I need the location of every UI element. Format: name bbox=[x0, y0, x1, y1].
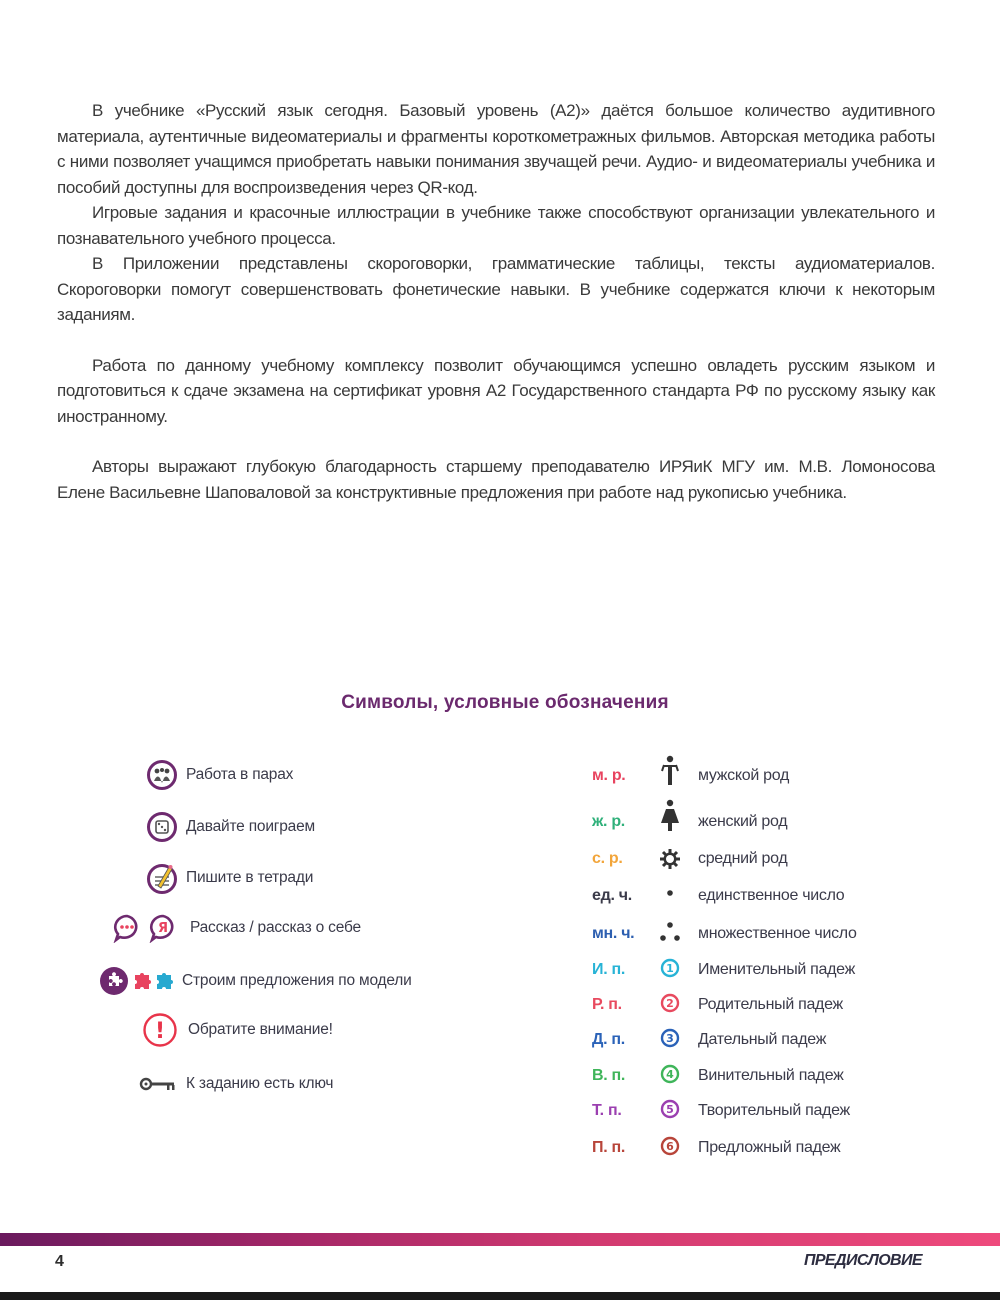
svg-text:!: ! bbox=[154, 1019, 166, 1044]
legend-item-attention bbox=[90, 1013, 333, 1047]
legend-abbr: Д. п. bbox=[592, 1031, 625, 1048]
paragraph: Игровые задания и красочные иллюстрации в учебнике также способствуют организации увлекательного и познавательного учебного процесса. bbox=[57, 203, 935, 248]
female-figure-icon bbox=[660, 799, 680, 833]
sun-icon bbox=[659, 848, 681, 870]
page-number: 4 bbox=[55, 1253, 64, 1270]
legend-abbr: В. п. bbox=[592, 1067, 626, 1084]
speech-bubble-icon bbox=[112, 913, 142, 943]
case-badge-number: 5 bbox=[666, 1102, 674, 1116]
legend-item-game bbox=[90, 810, 315, 844]
three-dots-icon bbox=[657, 919, 683, 945]
legend-item-pair-work bbox=[90, 758, 293, 792]
legend-label: Дательный падеж bbox=[698, 1031, 827, 1048]
case-badge-number: 2 bbox=[666, 996, 674, 1010]
key-icon bbox=[138, 1074, 178, 1094]
paragraph: Работа по данному учебному комплексу позволит обучающимся успешно овладеть русским языком и подготовиться к сдаче экзамена на сертификат уровня А2 Государственного стандарта РФ по русскому языку как иностранному. bbox=[57, 355, 935, 426]
case-1-icon bbox=[660, 958, 680, 983]
legend-label: Рассказ / рассказ о себе bbox=[190, 919, 361, 936]
case-2-icon bbox=[660, 993, 680, 1018]
single-dot-icon bbox=[659, 882, 681, 904]
legend-label: Предложный падеж bbox=[698, 1139, 841, 1156]
legend-label: Именительный падеж bbox=[698, 961, 855, 978]
svg-text:Я: Я bbox=[157, 921, 169, 936]
legend-item-key bbox=[90, 1067, 333, 1101]
legend-label: Обратите внимание! bbox=[188, 1021, 333, 1038]
male-figure-icon bbox=[660, 755, 680, 787]
footer-gradient-bar bbox=[0, 1233, 1000, 1246]
legend-label: Родительный падеж bbox=[698, 996, 843, 1013]
legend-label: множественное число bbox=[698, 925, 857, 942]
legend-item-case-3 bbox=[592, 1026, 826, 1054]
legend-item-model bbox=[90, 964, 412, 998]
case-badge-number: 1 bbox=[666, 961, 674, 975]
case-5-icon bbox=[660, 1099, 680, 1124]
legend-label: женский род bbox=[698, 813, 788, 830]
legend-item-case-6 bbox=[592, 1134, 840, 1162]
legend-abbr: с. р. bbox=[592, 850, 623, 867]
legend-item-singular bbox=[592, 882, 844, 910]
legend-item-case-1 bbox=[592, 956, 855, 984]
legend-item-neuter bbox=[592, 845, 787, 873]
legend-item-plural bbox=[592, 920, 857, 948]
game-dice-icon bbox=[146, 811, 178, 843]
case-3-icon bbox=[660, 1028, 680, 1053]
legend-item-story bbox=[90, 911, 361, 945]
legend-label: средний род bbox=[698, 850, 788, 867]
puzzle-piece-blue-icon bbox=[154, 971, 174, 991]
case-badge-number: 6 bbox=[666, 1139, 674, 1153]
paragraph: В Приложении представлены скороговорки, грамматические таблицы, тексты аудиоматериалов. Скороговорки помогут совершенствовать фонетические навыки. В учебнике содержатся ключи к некоторым заданиям. bbox=[57, 254, 935, 324]
legend-abbr: ед. ч. bbox=[592, 887, 632, 904]
section-name: ПРЕДИСЛОВИЕ bbox=[803, 1252, 922, 1269]
legend-abbr: мн. ч. bbox=[592, 925, 635, 942]
legend-abbr: ж. р. bbox=[592, 813, 625, 830]
puzzle-icon bbox=[98, 965, 130, 997]
legend-item-case-5 bbox=[592, 1097, 850, 1125]
legend-title: Символы, условные обозначения bbox=[341, 692, 669, 713]
page-bottom-edge bbox=[0, 1292, 1000, 1300]
legend-abbr: Т. п. bbox=[592, 1102, 622, 1119]
legend-abbr: И. п. bbox=[592, 961, 626, 978]
paragraph: В учебнике «Русский язык сегодня. Базовый уровень (А2)» даётся большое количество аудитивного материала, аутентичные видеоматериалы и фрагменты короткометражных фильмов. Авторская методика работы с ними позволяет учащимся приобретать навыки понимания звучащей речи. Аудио- и видеоматериалы учебника и пособий доступны для воспроизведения через QR-код. bbox=[57, 101, 935, 197]
legend-label: Пишите в тетради bbox=[186, 869, 314, 886]
legend-item-write bbox=[90, 861, 313, 895]
legend-label: единственное число bbox=[698, 887, 845, 904]
paragraph: Авторы выражают глубокую благодарность старшему преподавателю ИРЯиК МГУ им. М.В. Ломоносова Елене Васильевне Шаповаловой за конструктивные предложения при работе над рукописью учебника. bbox=[57, 457, 935, 502]
legend-item-case-2 bbox=[592, 991, 843, 1019]
legend-abbr: м. р. bbox=[592, 767, 626, 784]
legend-label: Творительный падеж bbox=[698, 1102, 850, 1119]
legend-label: Работа в парах bbox=[186, 766, 294, 783]
legend-item-masculine bbox=[592, 762, 789, 790]
speech-bubble-ya-icon bbox=[148, 913, 178, 943]
legend-label: мужской род bbox=[698, 767, 790, 784]
case-6-icon bbox=[660, 1136, 680, 1161]
legend-label: К заданию есть ключ bbox=[186, 1075, 334, 1092]
case-badge-number: 3 bbox=[666, 1031, 674, 1045]
legend-item-feminine bbox=[592, 808, 787, 836]
legend-item-case-4 bbox=[592, 1062, 844, 1090]
legend-label: Давайте поиграем bbox=[186, 818, 315, 835]
legend-abbr: Р. п. bbox=[592, 996, 622, 1013]
pair-work-icon bbox=[146, 759, 178, 791]
legend-label: Винительный падеж bbox=[698, 1067, 844, 1084]
case-4-icon bbox=[660, 1064, 680, 1089]
preface-body bbox=[57, 98, 935, 505]
legend-label: Строим предложения по модели bbox=[182, 972, 412, 989]
notebook-pencil-icon bbox=[146, 861, 178, 895]
legend-abbr: П. п. bbox=[592, 1139, 626, 1156]
puzzle-piece-red-icon bbox=[132, 971, 152, 991]
exclamation-icon bbox=[142, 1012, 178, 1048]
case-badge-number: 4 bbox=[666, 1067, 674, 1081]
